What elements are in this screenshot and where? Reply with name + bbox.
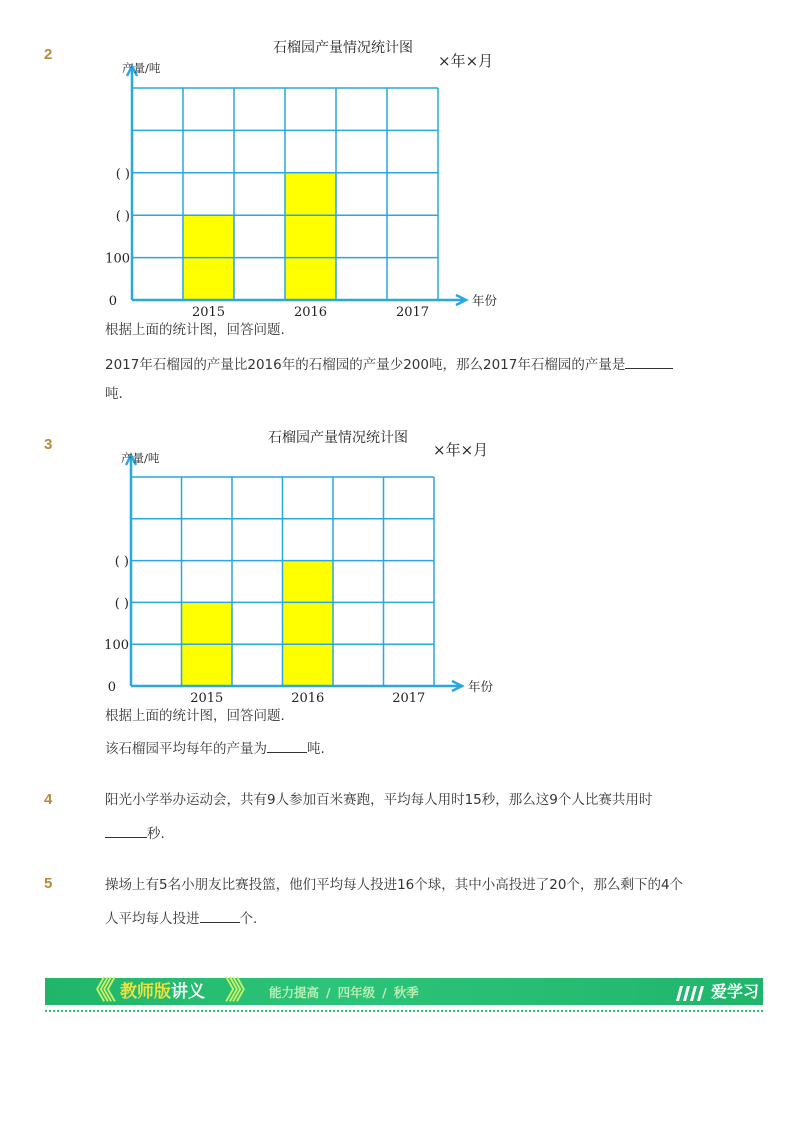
q3-instruction: 根据上面的统计图，回答问题. [105, 708, 285, 724]
q3-y-tick-label: ( ) [114, 554, 129, 570]
crumb-separator: / [326, 985, 331, 1000]
q3-question-text [105, 737, 325, 759]
crumb-level: 能力提高 [269, 985, 320, 1000]
question-number-4: 4 [44, 791, 53, 808]
q3-bar-2016 [283, 561, 334, 686]
q3-x-tick-label: 2015 [190, 691, 224, 706]
chevron-right-icon: 》》 [225, 976, 253, 1006]
q5-answer-blank[interactable] [200, 907, 240, 923]
q2-question-unit: 吨. [105, 386, 123, 402]
question-number-2: 2 [44, 46, 53, 63]
crumb-season: 秋季 [393, 985, 419, 1000]
q4-question-line2 [105, 822, 165, 844]
q2-x-tick-label: 2016 [293, 305, 328, 320]
q3-x-tick-label: 2017 [392, 691, 426, 706]
q4-question-line1: 阳光小学举办运动会，共有9人参加百米赛跑，平均每人用时15秒，那么这9个人比赛共用时 [105, 792, 653, 808]
q5-question-line1: 操场上有5名小朋友比赛投篮，他们平均每人投进16个球，其中小高投进了20个，那么剩下的4个 [105, 877, 684, 893]
q3-answer-blank[interactable] [267, 737, 307, 753]
brand-teacher-edition: 教师版 [120, 982, 171, 1002]
q2-y-tick-label: 100 [105, 251, 130, 267]
q3-question-unit: 吨. [307, 741, 325, 757]
q3-y-axis-label: 产量/吨 [121, 451, 160, 465]
question-number-5: 5 [44, 875, 53, 892]
q5-question-body: 人平均每人投进 [105, 911, 200, 927]
q2-chart-title: 石榴园产量情况统计图 [273, 40, 413, 56]
footer-logo [674, 981, 759, 1003]
q2-chart-date: ×年×月 [438, 52, 494, 70]
q3-y-tick-label: 0 [107, 680, 116, 695]
q3-question-body: 该石榴园平均每年的产量为 [105, 741, 267, 757]
page-footer [45, 974, 765, 1010]
q3-y-tick-label: ( ) [114, 596, 129, 612]
crumb-grade: 四年级 [337, 985, 376, 1000]
q2-x-tick-label: 2017 [395, 305, 430, 320]
logo-mark-icon [674, 983, 708, 1003]
q2-question-body: 2017年石榴园的产量比2016年的石榴园的产量少200吨，那么2017年石榴园的产量是 [105, 357, 626, 373]
footer-dotted-divider [45, 1010, 763, 1012]
q2-x-axis-label: 年份 [472, 293, 498, 308]
crumb-separator: / [382, 985, 387, 1000]
q4-answer-blank[interactable] [105, 822, 147, 838]
q3-x-axis-label: 年份 [468, 679, 494, 694]
q2-y-tick-label: ( ) [115, 166, 130, 182]
logo-text: 爱学习 [710, 982, 759, 1001]
chevron-left-icon: 《《 [83, 976, 111, 1006]
q5-question-line2 [105, 907, 257, 929]
q3-chart-date: ×年×月 [433, 441, 489, 459]
q5-question-unit: 个. [239, 911, 258, 927]
q3-y-tick-label: 100 [104, 638, 129, 654]
q2-y-tick-label: 0 [108, 294, 117, 309]
footer-brand [120, 981, 205, 1003]
q2-y-tick-label: ( ) [115, 209, 130, 225]
footer-breadcrumb [269, 984, 419, 1002]
q3-x-tick-label: 2016 [291, 691, 325, 706]
q3-chart-title: 石榴园产量情况统计图 [268, 430, 408, 446]
question-number-3: 3 [44, 436, 53, 453]
q2-x-tick-label: 2015 [191, 305, 226, 320]
q2-y-axis-label: 产量/吨 [122, 61, 161, 75]
q4-question-unit: 秒. [147, 826, 165, 842]
brand-handout: 讲义 [171, 982, 205, 1002]
q2-instruction: 根据上面的统计图，回答问题. [105, 322, 285, 338]
